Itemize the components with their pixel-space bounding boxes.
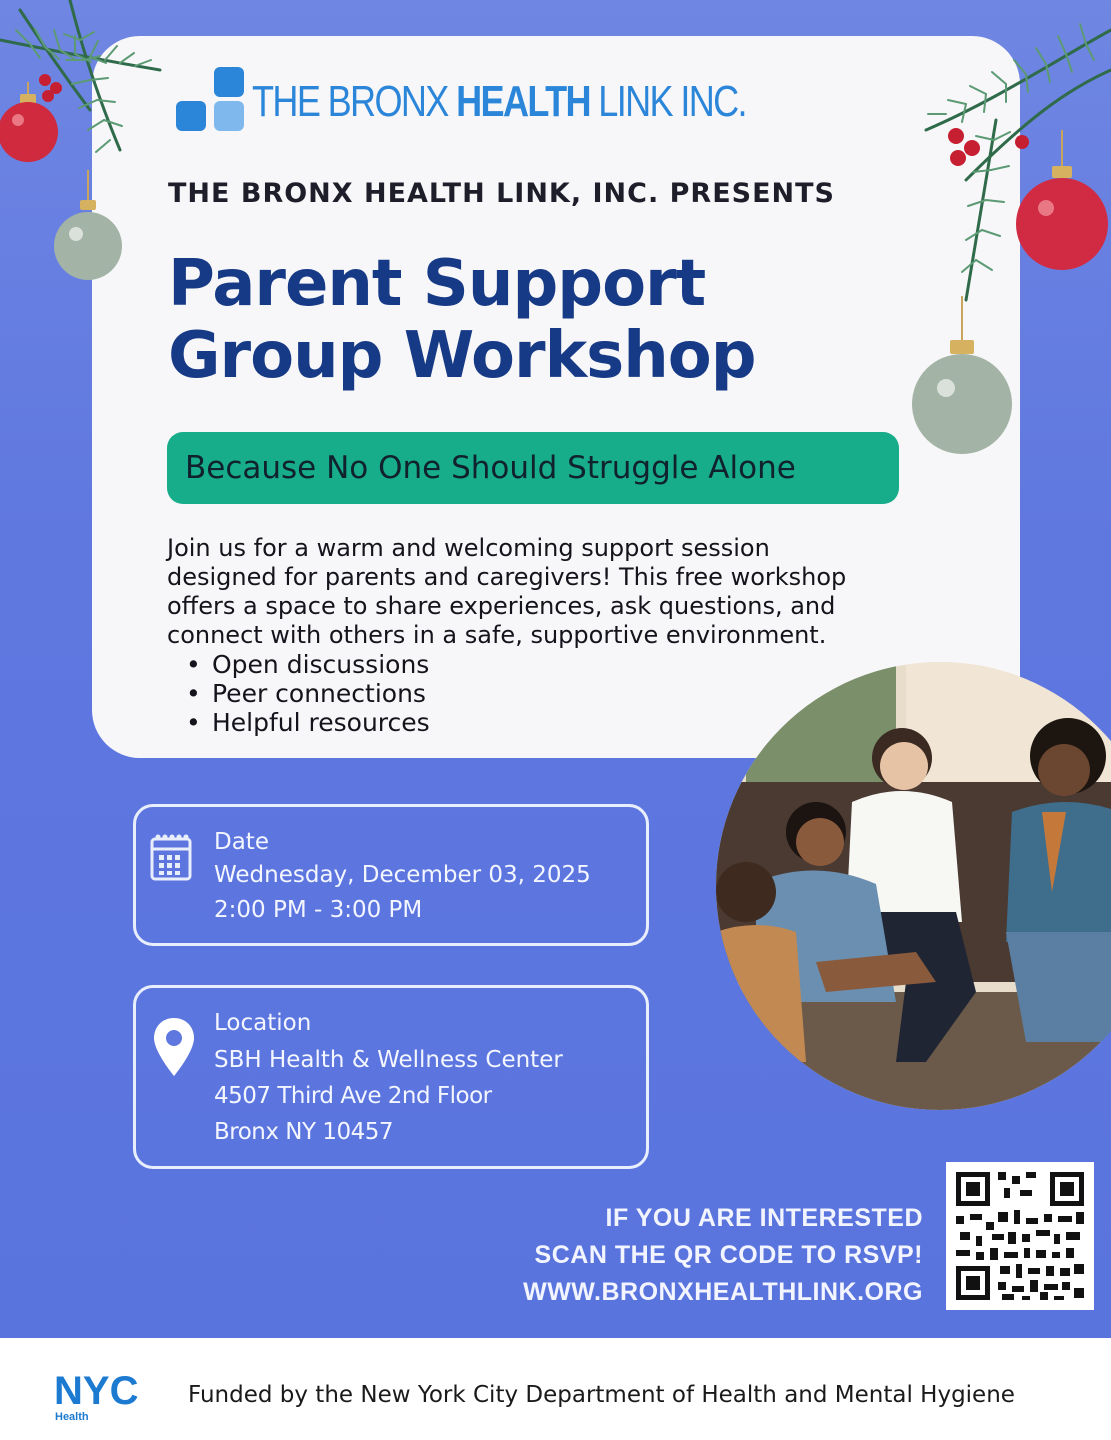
feature-list-item: • Open discussions (186, 650, 430, 679)
garland-left-decoration (0, 0, 190, 290)
feature-list-item: • Peer connections (186, 679, 430, 708)
intro-line: Join us for a warm and welcoming support session (167, 534, 770, 562)
intro-line: designed for parents and caregivers! This free workshop (167, 563, 847, 591)
presents-heading: THE BRONX HEALTH LINK, INC. PRESENTS (168, 178, 835, 209)
tagline-text: Because No One Should Struggle Alone (185, 450, 796, 486)
feature-list-item: • Helpful resources (186, 708, 430, 737)
calendar-icon (150, 833, 192, 883)
funding-credit: Funded by the New York City Department of Health and Mental Hygiene (188, 1382, 1015, 1408)
garland-right-decoration (826, 0, 1111, 470)
nyc-logo-subtext: Health (55, 1411, 89, 1423)
event-title (168, 248, 756, 392)
rsvp-qr-code[interactable] (946, 1162, 1094, 1310)
venue-name: SBH Health & Wellness Center (214, 1047, 563, 1073)
tagline-banner (167, 432, 899, 504)
date-info-box (133, 804, 649, 946)
cta-line-2: SCAN THE QR CODE TO RSVP! (534, 1241, 923, 1269)
event-title-line1: Parent Support (168, 247, 706, 321)
intro-line: connect with others in a safe, supportive environment. (167, 621, 827, 649)
location-label: Location (214, 1010, 312, 1036)
feature-list (186, 650, 430, 737)
event-title-line2: Group Workshop (168, 319, 756, 393)
map-pin-icon (152, 1016, 196, 1078)
date-label: Date (214, 829, 269, 855)
intro-line: offers a space to share experiences, ask questions, and (167, 592, 836, 620)
logo-text: THE BRONX HEALTH LINK INC. (252, 77, 746, 126)
street-address: 4507 Third Ave 2nd Floor (214, 1083, 492, 1109)
location-info-box (133, 985, 649, 1169)
city-address: Bronx NY 10457 (214, 1119, 394, 1145)
cta-line-1: IF YOU ARE INTERESTED (605, 1204, 923, 1232)
logo-squares-icon (176, 67, 246, 137)
event-date: Wednesday, December 03, 2025 (214, 862, 591, 888)
nyc-logo-text: NYC (54, 1370, 139, 1413)
event-time: 2:00 PM - 3:00 PM (214, 897, 423, 923)
bronx-health-link-logo (176, 66, 854, 138)
intro-paragraph (167, 534, 927, 650)
website-link[interactable]: WWW.BRONXHEALTHLINK.ORG (523, 1278, 923, 1306)
nyc-health-logo (54, 1370, 170, 1424)
